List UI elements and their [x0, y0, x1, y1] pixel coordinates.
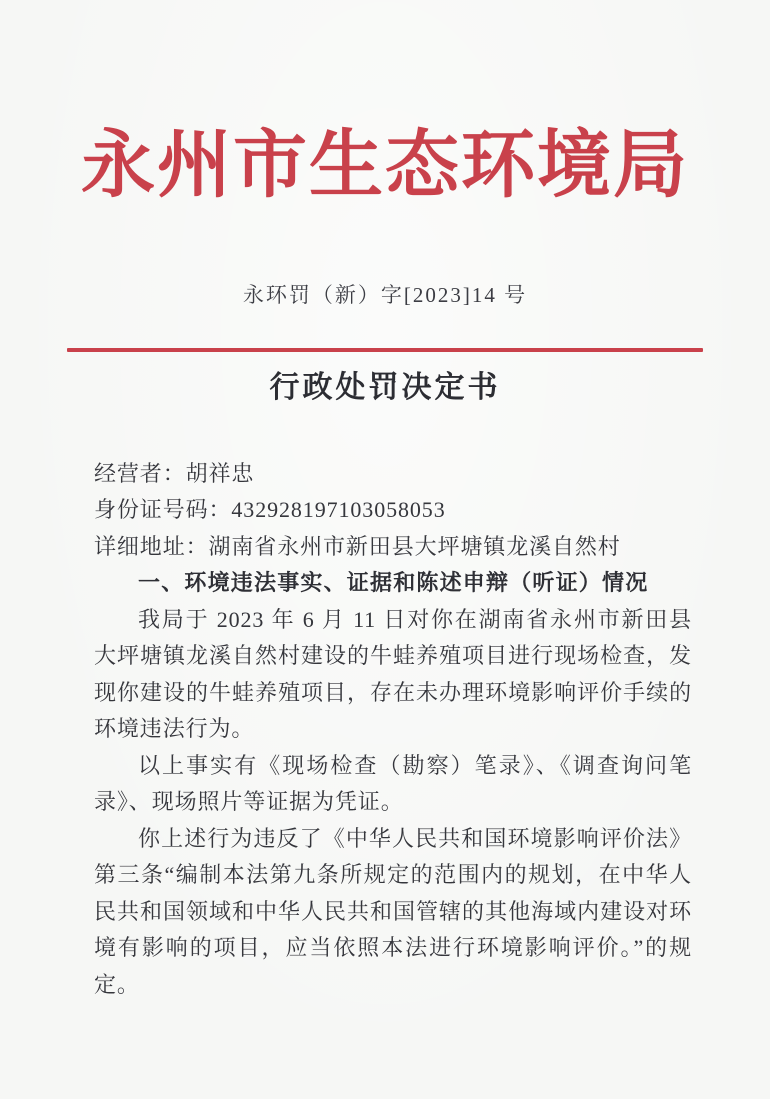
- paragraph-legal-basis: 你上述行为违反了《中华人民共和国环境影响评价法》第三条“编制本法第九条所规定的范围内的规划，在中华人民共和国领域和中华人民共和国管辖的其他海域内建设对环境有影响的项目，应当依照本法进行环境影响评价。”的规定。: [94, 825, 692, 997]
- agency-letterhead-title: 永州市生态环境局: [81, 125, 689, 207]
- document-title: 行政处罚决定书: [269, 370, 501, 404]
- party-address-line: 详细地址：湖南省永州市新田县大坪塘镇龙溪自然村: [94, 533, 621, 559]
- party-id-number-line: 身份证号码：432928197103058053: [94, 497, 446, 523]
- section-heading: 一、环境违法事实、证据和陈述申辩（听证）情况: [138, 570, 649, 596]
- letterhead-divider-line: [67, 348, 703, 352]
- party-operator-line: 经营者：胡祥忠: [94, 460, 255, 486]
- document-reference-number: 永环罚（新）字[2023]14 号: [242, 282, 528, 307]
- paragraph-inspection-facts: 我局于 2023 年 6 月 11 日对你在湖南省永州市新田县大坪塘镇龙溪自然村建设的牛蛙养殖项目进行现场检查，发现你建设的牛蛙养殖项目，存在未办理环境影响评价手续的环境违法行为。: [94, 606, 692, 742]
- document-body: [94, 456, 692, 1004]
- paragraph-evidence: 以上事实有《现场检查（勘察）笔录》、《调查询问笔录》、现场照片等证据为凭证。: [94, 752, 692, 815]
